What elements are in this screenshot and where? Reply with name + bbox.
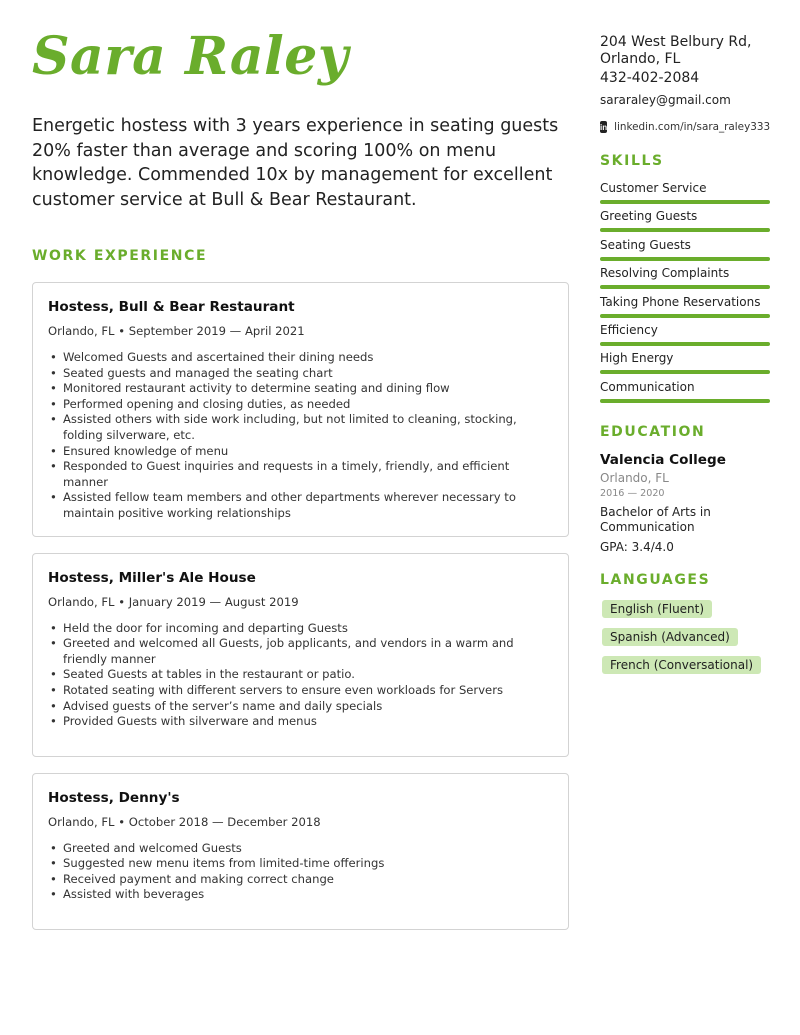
skill-item: [600, 323, 770, 351]
skill-label: Seating Guests: [600, 237, 691, 252]
bullet: • Monitored restaurant activity to determine seating and dining flow: [48, 381, 553, 397]
bullet: • Advised guests of the server’s name and daily specials: [48, 699, 553, 715]
main-column: [32, 22, 569, 946]
job-card: [32, 282, 569, 537]
bullet: • Greeted and welcomed Guests: [48, 841, 553, 857]
bullet: • Assisted fellow team members and other departments wherever necessary to maintain positive working relationships: [48, 490, 553, 521]
job-card: [32, 553, 569, 757]
skill-item: [600, 266, 770, 294]
job-meta: Orlando, FL • September 2019 — April 2021: [48, 324, 305, 338]
bullet: • Performed opening and closing duties, as needed: [48, 397, 553, 413]
skill-label: High Energy: [600, 351, 674, 366]
bullet: • Seated guests and managed the seating chart: [48, 366, 553, 382]
linkedin-link[interactable]: [600, 121, 770, 133]
job-title: Hostess, Bull & Bear Restaurant: [48, 299, 295, 315]
skill-bar: [600, 228, 770, 232]
skill-item: [600, 295, 770, 323]
job-title: Hostess, Miller's Ale House: [48, 569, 256, 586]
skill-label: Taking Phone Reservations: [600, 294, 761, 309]
skill-label: Customer Service: [600, 181, 707, 195]
skill-bar: [600, 370, 770, 374]
linkedin-url[interactable]: linkedin.com/in/sara_raley333: [614, 121, 771, 133]
language-tag: Spanish (Advanced): [602, 628, 738, 646]
phone-number: 432-402-2084: [600, 70, 700, 86]
degree: Bachelor of Arts in Communication: [600, 505, 711, 535]
skill-bar: [600, 285, 770, 289]
skills-heading: SKILLS: [600, 153, 664, 169]
job-title: Hostess, Denny's: [48, 789, 180, 806]
job-bullets: [48, 841, 553, 903]
skill-bar: [600, 399, 770, 403]
bullet: • Greeted and welcomed all Guests, job applicants, and vendors in a warm and friendly manner: [48, 636, 553, 667]
language-tag: French (Conversational): [602, 656, 761, 674]
skill-item: [600, 238, 770, 266]
sidebar-column: [600, 34, 770, 682]
school-location: Orlando, FL: [600, 471, 669, 486]
bullet: • Suggested new menu items from limited-time offerings: [48, 856, 553, 872]
school-dates: 2016 — 2020: [600, 488, 665, 500]
skill-label: Communication: [600, 379, 695, 394]
job-bullets: [48, 350, 553, 522]
summary: Energetic hostess with 3 years experience in seating guests 20% faster than average and scoring 100% on menu knowledge. Commended 10x by management for excellent customer service at Bull & Bear Restaurant.: [32, 116, 559, 210]
skill-label: Greeting Guests: [600, 209, 698, 224]
school-name: Valencia College: [600, 452, 726, 469]
work-experience-heading: WORK EXPERIENCE: [32, 248, 208, 264]
bullet: • Held the door for incoming and departing Guests: [48, 621, 553, 637]
job-bullets: [48, 621, 553, 730]
skill-item: [600, 181, 770, 209]
skill-item: [600, 380, 770, 408]
bullet: • Ensured knowledge of menu: [48, 444, 553, 460]
bullet: • Received payment and making correct change: [48, 872, 553, 888]
bullet: • Provided Guests with silverware and menus: [48, 714, 553, 730]
education-heading: EDUCATION: [600, 424, 706, 441]
job-meta: Orlando, FL • October 2018 — December 2018: [48, 814, 321, 829]
languages-heading: LANGUAGES: [600, 572, 711, 589]
candidate-name: Sara Raley: [32, 26, 349, 87]
job-meta: Orlando, FL • January 2019 — August 2019: [48, 594, 299, 609]
email-link[interactable]: sararaley@gmail.com: [600, 93, 731, 107]
skill-bar: [600, 200, 770, 204]
bullet: • Assisted others with side work including, but not limited to cleaning, stocking, folding silverware, etc.: [48, 412, 553, 443]
bullet: • Rotated seating with different servers to ensure even workloads for Servers: [48, 683, 553, 699]
skill-label: Efficiency: [600, 322, 658, 337]
skill-item: [600, 351, 770, 379]
bullet: • Responded to Guest inquiries and requests in a timely, friendly, and efficient manner: [48, 459, 553, 490]
bullet: • Welcomed Guests and ascertained their dining needs: [48, 350, 553, 366]
linkedin-icon: in: [600, 122, 608, 132]
bullet: • Assisted with beverages: [48, 887, 553, 903]
skill-bar: [600, 314, 770, 318]
skill-bar: [600, 257, 770, 261]
skill-bar: [600, 342, 770, 346]
language-tag: English (Fluent): [602, 600, 712, 618]
address-line-2: Orlando, FL: [600, 51, 681, 67]
skill-item: [600, 209, 770, 237]
address-line-1: 204 West Belbury Rd,: [600, 34, 752, 50]
bullet: • Seated Guests at tables in the restaurant or patio.: [48, 667, 553, 683]
job-card: [32, 773, 569, 930]
gpa: GPA: 3.4/4.0: [600, 540, 674, 555]
skill-label: Resolving Complaints: [600, 266, 730, 281]
